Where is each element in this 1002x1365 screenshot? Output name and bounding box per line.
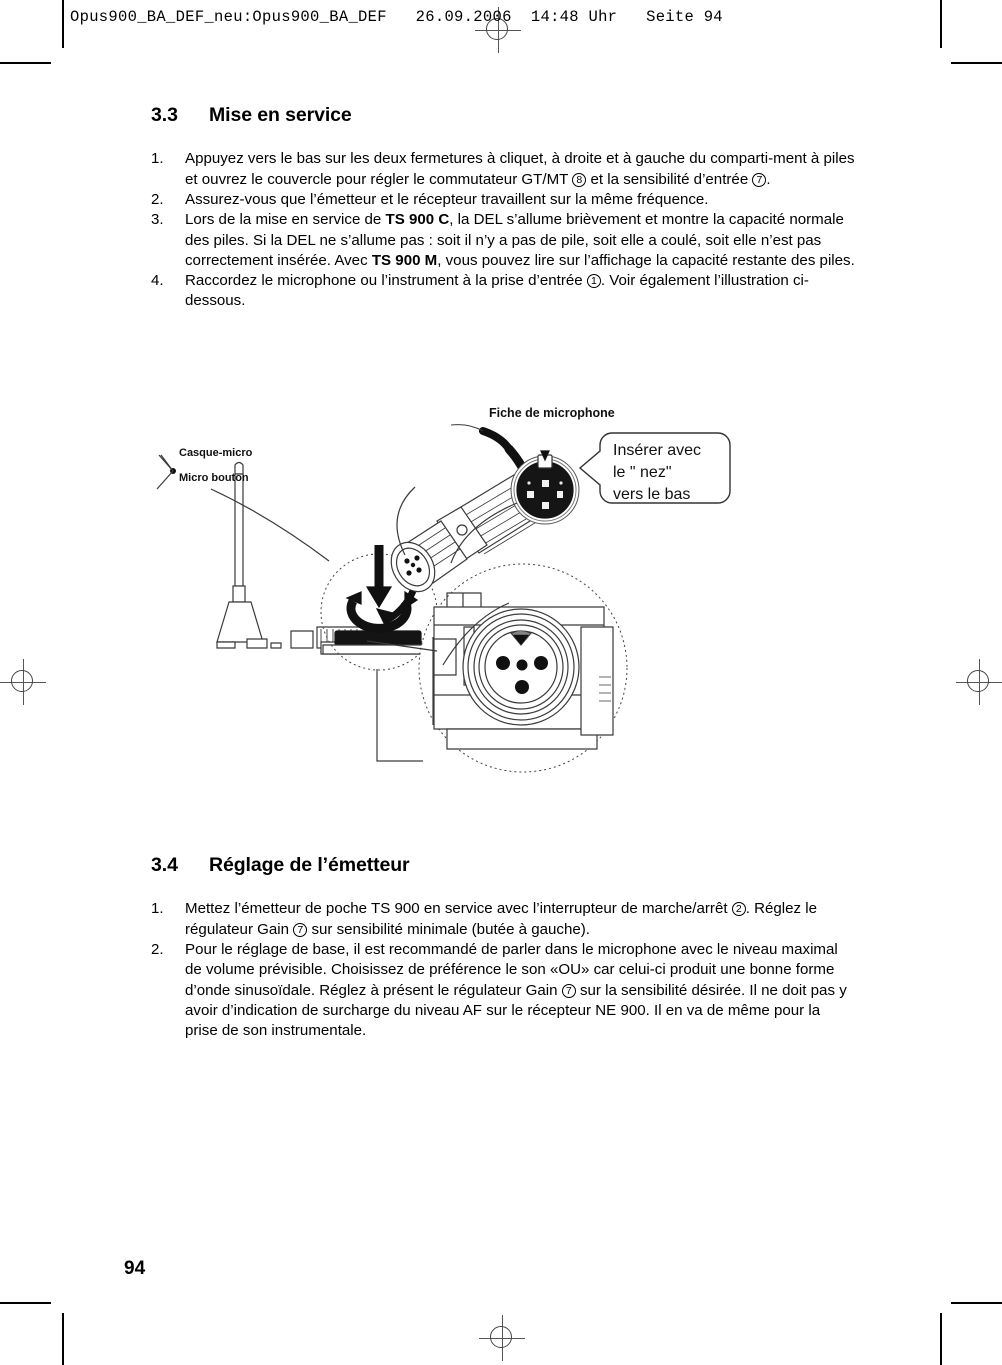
crop-mark-bottom-right-vertical	[940, 1313, 942, 1365]
section-number: 3.3	[151, 104, 178, 126]
registration-mark-right	[956, 659, 1002, 705]
crop-mark-bottom-left-vertical	[62, 1313, 64, 1365]
step-marker: 1.	[151, 150, 164, 168]
callout-number-2: 2	[732, 902, 746, 916]
section-heading-3-3	[151, 104, 857, 127]
figure-label-headset: Casque-micro	[179, 447, 253, 459]
step-text: Appuyez vers le bas sur les deux fermetures à cliquet, à droite et à gauche du comparti-ment à piles et ouvrez le couvercle pour régler le commutateur GT/MT 8 et la sensibilité d’entrée 7 .	[185, 150, 855, 188]
step-marker: 2.	[151, 190, 164, 208]
callout-number-7: 7	[562, 984, 576, 998]
page-content-lower	[151, 854, 857, 1041]
callout-line-1: Insérer avec	[613, 442, 702, 459]
figure-label-plug: Fiche de microphone	[489, 406, 615, 420]
step-item	[151, 149, 857, 190]
step-marker: 1.	[151, 900, 164, 918]
registration-mark-left	[0, 659, 46, 705]
step-list-3-3	[151, 149, 857, 311]
figure-label-lavalier: Micro bouton	[179, 472, 249, 484]
connection-illustration	[151, 395, 857, 805]
crop-mark-top-left-vertical	[62, 0, 64, 48]
step-item	[151, 899, 857, 940]
emphasis-text: TS 900 C	[385, 211, 450, 229]
step-text: Assurez-vous que l’émetteur et le récepteur travaillent sur la même fréquence.	[185, 190, 709, 208]
emphasis-text: TS 900 M	[371, 251, 438, 269]
crop-mark-top-left-horizontal	[0, 62, 51, 64]
page-number: 94	[124, 1258, 146, 1279]
step-text: Lors de la mise en service de TS 900 C, la DEL s’allume brièvement et montre la capacité normale des piles. Si la DEL ne s’allume pas : soit il n’y a pas de pile, soit elle a coulé, soit elle n’est pas correctement insérée. Avec TS 900 M, vous pouvez lire sur l’affichage la capacité restante des piles.	[185, 211, 855, 269]
section-heading-3-4	[151, 854, 857, 877]
section-title: Mise en service	[209, 104, 352, 126]
step-text: Mettez l’émetteur de poche TS 900 en service avec l’interrupteur de marche/arrêt 2 . Réglez le régulateur Gain 7 sur sensibilité minimale (butée à gauche).	[185, 900, 818, 938]
callout-line-3: vers le bas	[613, 486, 691, 503]
crop-mark-bottom-right-horizontal	[951, 1302, 1002, 1304]
crop-mark-bottom-left-horizontal	[0, 1302, 51, 1304]
registration-mark-bottom	[479, 1315, 525, 1361]
crop-mark-top-right-horizontal	[951, 62, 1002, 64]
step-text: Raccordez le microphone ou l’instrument à la prise d’entrée 1 . Voir également l’illustration ci-dessous.	[185, 272, 809, 310]
step-list-3-4	[151, 899, 857, 1041]
step-marker: 3.	[151, 211, 164, 229]
step-item	[151, 940, 857, 1041]
callout-line-2: le " nez"	[613, 464, 672, 481]
section-number-3-4: 3.4	[151, 854, 178, 876]
page-content	[151, 104, 857, 346]
step-item	[151, 271, 857, 312]
step-marker: 2.	[151, 940, 164, 958]
step-item	[151, 190, 857, 210]
step-item	[151, 210, 857, 271]
section-title-3-4: Réglage de l’émetteur	[209, 854, 410, 876]
callout-number-7: 7	[293, 923, 307, 937]
crop-mark-top-right-vertical	[940, 0, 942, 48]
print-file-header: Opus900_BA_DEF_neu:Opus900_BA_DEF 26.09.2006 14:48 Uhr Seite 94	[70, 8, 723, 26]
step-marker: 4.	[151, 272, 164, 290]
step-text: Pour le réglage de base, il est recommandé de parler dans le microphone avec le niveau maximal de volume prévisible. Choisissez de préférence le son «OU» car celui-ci produit une bonne forme d’onde sinusoïdale. Réglez à présent le régulateur Gain 7 sur la sensibilité désirée. Il ne doit pas y avoir d’indication de surcharge du niveau AF sur le récepteur NE 900. Il en va de même pour la prise de son instrumentale.	[185, 940, 847, 1040]
callout-number-8: 8	[572, 173, 586, 187]
callout-number-1: 1	[587, 274, 601, 288]
callout-number-7: 7	[752, 173, 766, 187]
